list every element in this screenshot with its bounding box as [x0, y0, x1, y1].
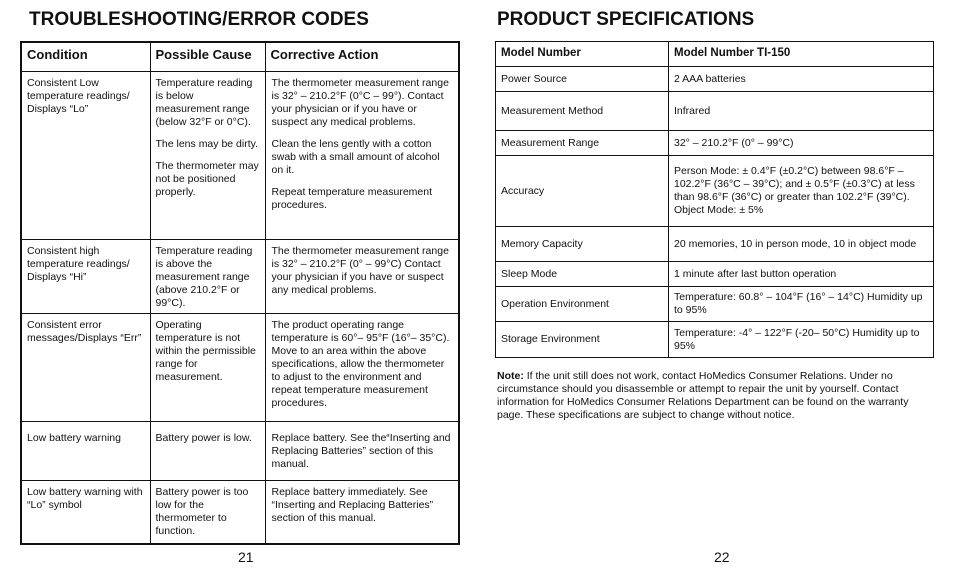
- table-row: [496, 227, 934, 262]
- cause-cell: [150, 480, 265, 544]
- table-row: [496, 322, 934, 358]
- action-text: The thermometer measurement range is 32° – 210.2°F (0° – 99°C) Contact your physician if you have or suspect any medical problems.: [271, 244, 449, 296]
- cause-text: Battery power is too low for the thermometer to function.: [155, 485, 249, 537]
- spec-label: Measurement Range: [496, 131, 669, 156]
- cause-cell: [150, 239, 265, 313]
- table-header-row: [21, 42, 459, 71]
- table-row: [21, 239, 459, 313]
- spec-value: Temperature: -4° – 122°F (-20– 50°C) Humidity up to 95%: [669, 322, 934, 358]
- action-text: The product operating range temperature is 60°– 95°F (16°– 35°C). Move to an area within the above specifications, allow the thermometer to adjust to the environment and repeat temperature measurement procedures.: [271, 318, 450, 409]
- spec-value: Infrared: [669, 92, 934, 131]
- table-row: [496, 262, 934, 287]
- spec-label: Sleep Mode: [496, 262, 669, 287]
- specifications-title: PRODUCT SPECIFICATIONS: [497, 9, 755, 30]
- cause-text: Battery power is low.: [155, 431, 252, 444]
- condition-cell: Consistent error messages/Displays “Err”: [21, 313, 150, 421]
- spec-label: Measurement Method: [496, 92, 669, 131]
- cause-text: Operating temperature is not within the permissible range for measurement.: [155, 318, 256, 383]
- table-row: [496, 287, 934, 322]
- action-cell: [265, 239, 459, 313]
- cause-cell: [150, 421, 265, 480]
- action-cell: [265, 71, 459, 239]
- troubleshooting-title: TROUBLESHOOTING/ERROR CODES: [29, 9, 369, 30]
- cause-text: The thermometer may not be positioned properly.: [155, 159, 259, 198]
- action-text: Replace battery. See the“Inserting and Replacing Batteries” section of this manual.: [271, 431, 451, 470]
- note-text: If the unit still does not work, contact HoMedics Consumer Relations. Under no circumstance should you disassemble or attempt to repair the unit by yourself. Contact information for HoMedics Consumer Relations Department can be found on the warranty page. These specifications are subject to change without notice.: [497, 370, 909, 421]
- spec-label: Memory Capacity: [496, 227, 669, 262]
- table-row: [496, 156, 934, 227]
- cause-text: Temperature reading is below measurement range (below 32°F or 0°C).: [155, 76, 253, 128]
- troubleshooting-table: [20, 41, 460, 545]
- action-cell: [265, 480, 459, 544]
- table-row: [496, 67, 934, 92]
- condition-header: Condition: [21, 42, 150, 71]
- table-header-row: [496, 42, 934, 67]
- table-row: [21, 421, 459, 480]
- spec-value: Person Mode: ± 0.4°F (±0.2°C) between 98.6°F – 102.2°F (36°C – 39°C); and ± 0.5°F (±0.3°C) at less than 98.6°F (36°C) or greater than 102.2°F (39°C). Object Mode: ± 5%: [669, 156, 934, 227]
- action-cell: [265, 421, 459, 480]
- table-row: [21, 71, 459, 239]
- cause-cell: [150, 71, 265, 239]
- note-label: Note:: [497, 370, 524, 382]
- cause-text: The lens may be dirty.: [155, 137, 259, 150]
- table-row: [21, 480, 459, 544]
- model-number-header: Model Number: [496, 42, 669, 67]
- cause-text: Temperature reading is above the measurement range (above 210.2°F or 99°C).: [155, 244, 253, 309]
- action-text: Repeat temperature measurement procedures.: [271, 185, 432, 211]
- table-row: [21, 313, 459, 421]
- page-number: 22: [714, 549, 730, 565]
- note-paragraph: [497, 370, 937, 422]
- action-cell: [265, 313, 459, 421]
- model-number-value-header: Model Number TI-150: [669, 42, 934, 67]
- corrective-action-header: Corrective Action: [265, 42, 459, 71]
- condition-cell: Low battery warning: [21, 421, 150, 480]
- spec-label: Operation Environment: [496, 287, 669, 322]
- table-row: [496, 92, 934, 131]
- condition-cell: Consistent Low temperature readings/ Displays “Lo”: [21, 71, 150, 239]
- spec-value: 32° – 210.2°F (0° – 99°C): [669, 131, 934, 156]
- condition-cell: Consistent high temperature readings/ Displays “Hi”: [21, 239, 150, 313]
- spec-value: 2 AAA batteries: [669, 67, 934, 92]
- spec-label: Power Source: [496, 67, 669, 92]
- spec-label: Storage Environment: [496, 322, 669, 358]
- condition-cell: Low battery warning with “Lo” symbol: [21, 480, 150, 544]
- action-text: Replace battery immediately. See “Inserting and Replacing Batteries” section of this manual.: [271, 485, 434, 524]
- spec-label: Accuracy: [496, 156, 669, 227]
- action-text: The thermometer measurement range is 32° – 210.2°F (0°C – 99°). Contact your physician or if you have or suspect any medical problems.: [271, 76, 449, 128]
- action-text: Clean the lens gently with a cotton swab with a small amount of alcohol on it.: [271, 137, 440, 176]
- cause-cell: [150, 313, 265, 421]
- spec-value: Temperature: 60.8° – 104°F (16° – 14°C) Humidity up to 95%: [669, 287, 934, 322]
- spec-value: 1 minute after last button operation: [669, 262, 934, 287]
- page-number: 21: [238, 549, 254, 565]
- possible-cause-header: Possible Cause: [150, 42, 265, 71]
- specifications-table: [495, 41, 934, 358]
- table-row: [496, 131, 934, 156]
- spec-value: 20 memories, 10 in person mode, 10 in object mode: [669, 227, 934, 262]
